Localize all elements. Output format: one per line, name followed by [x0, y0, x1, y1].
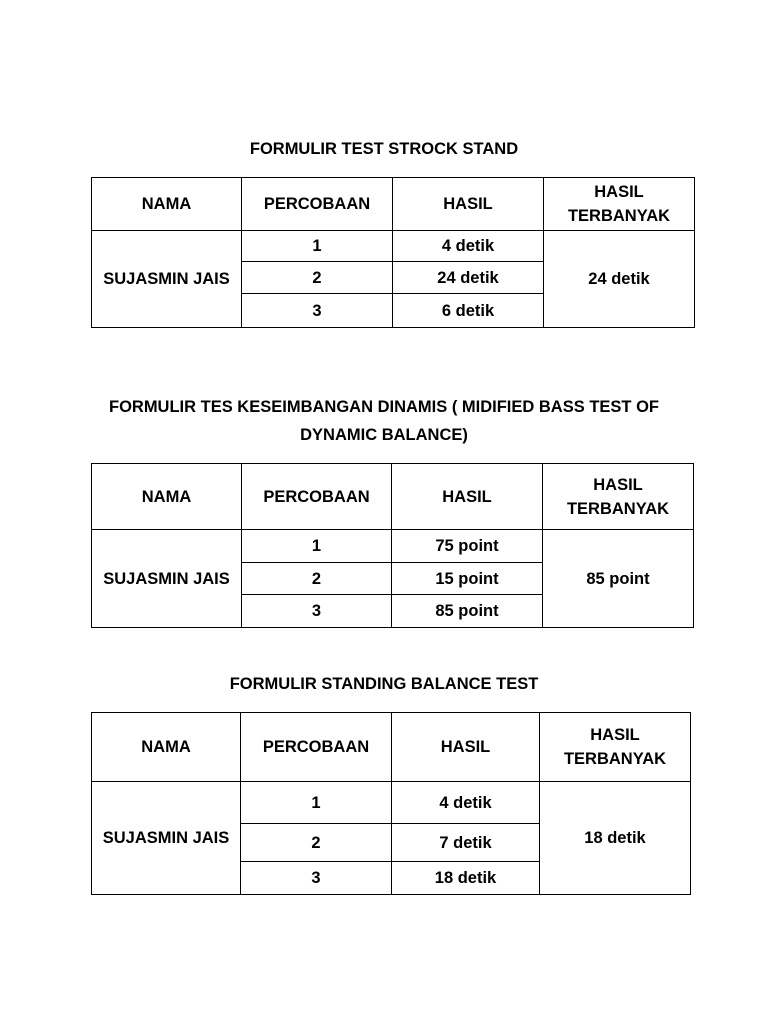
- header-hasil-terbanyak: HASIL TERBANYAK: [544, 178, 695, 231]
- table-strock-stand: [91, 177, 695, 328]
- header-percobaan: PERCOBAAN: [241, 713, 392, 782]
- header-nama: NAMA: [92, 464, 242, 530]
- trial-result: 4 detik: [393, 231, 544, 262]
- header-row: [92, 464, 694, 530]
- participant-name: SUJASMIN JAIS: [92, 231, 242, 328]
- trial-result: 75 point: [392, 530, 543, 563]
- header-nama: NAMA: [92, 178, 242, 231]
- trial-number: 1: [241, 782, 392, 824]
- header-hasil: HASIL: [392, 713, 540, 782]
- trial-number: 3: [241, 862, 392, 895]
- trial-number: 2: [241, 824, 392, 862]
- participant-name: SUJASMIN JAIS: [92, 782, 241, 895]
- best-result: 85 point: [543, 530, 694, 628]
- best-result: 24 detik: [544, 231, 695, 328]
- form-title-standing-balance: FORMULIR STANDING BALANCE TEST: [229, 675, 539, 693]
- header-hasil: HASIL: [392, 464, 543, 530]
- trial-number: 2: [242, 563, 392, 595]
- form-title-dynamic-balance: FORMULIR TES KESEIMBANGAN DINAMIS ( MIDIFIED BASS TEST OF DYNAMIC BALANCE): [108, 398, 659, 444]
- trial-result: 6 detik: [393, 294, 544, 328]
- table-standing-balance: [91, 712, 691, 895]
- header-percobaan: PERCOBAAN: [242, 178, 393, 231]
- trial-number: 3: [242, 595, 392, 628]
- trial-number: 2: [242, 262, 393, 294]
- table-row: [92, 530, 694, 563]
- header-percobaan: PERCOBAAN: [242, 464, 392, 530]
- trial-result: 85 point: [392, 595, 543, 628]
- trial-result: 18 detik: [392, 862, 540, 895]
- header-hasil: HASIL: [393, 178, 544, 231]
- trial-result: 15 point: [392, 563, 543, 595]
- table-row: [92, 782, 691, 824]
- header-hasil-terbanyak: HASIL TERBANYAK: [543, 464, 694, 530]
- trial-number: 1: [242, 530, 392, 563]
- table-dynamic-balance: [91, 463, 694, 628]
- trial-result: 24 detik: [393, 262, 544, 294]
- trial-result: 4 detik: [392, 782, 540, 824]
- header-row: [92, 713, 691, 782]
- header-row: [92, 178, 695, 231]
- form-title-strock-stand: FORMULIR TEST STROCK STAND: [249, 140, 519, 158]
- header-hasil-terbanyak: HASIL TERBANYAK: [540, 713, 691, 782]
- header-nama: NAMA: [92, 713, 241, 782]
- participant-name: SUJASMIN JAIS: [92, 530, 242, 628]
- trial-number: 1: [242, 231, 393, 262]
- trial-result: 7 detik: [392, 824, 540, 862]
- table-row: [92, 231, 695, 262]
- trial-number: 3: [242, 294, 393, 328]
- best-result: 18 detik: [540, 782, 691, 895]
